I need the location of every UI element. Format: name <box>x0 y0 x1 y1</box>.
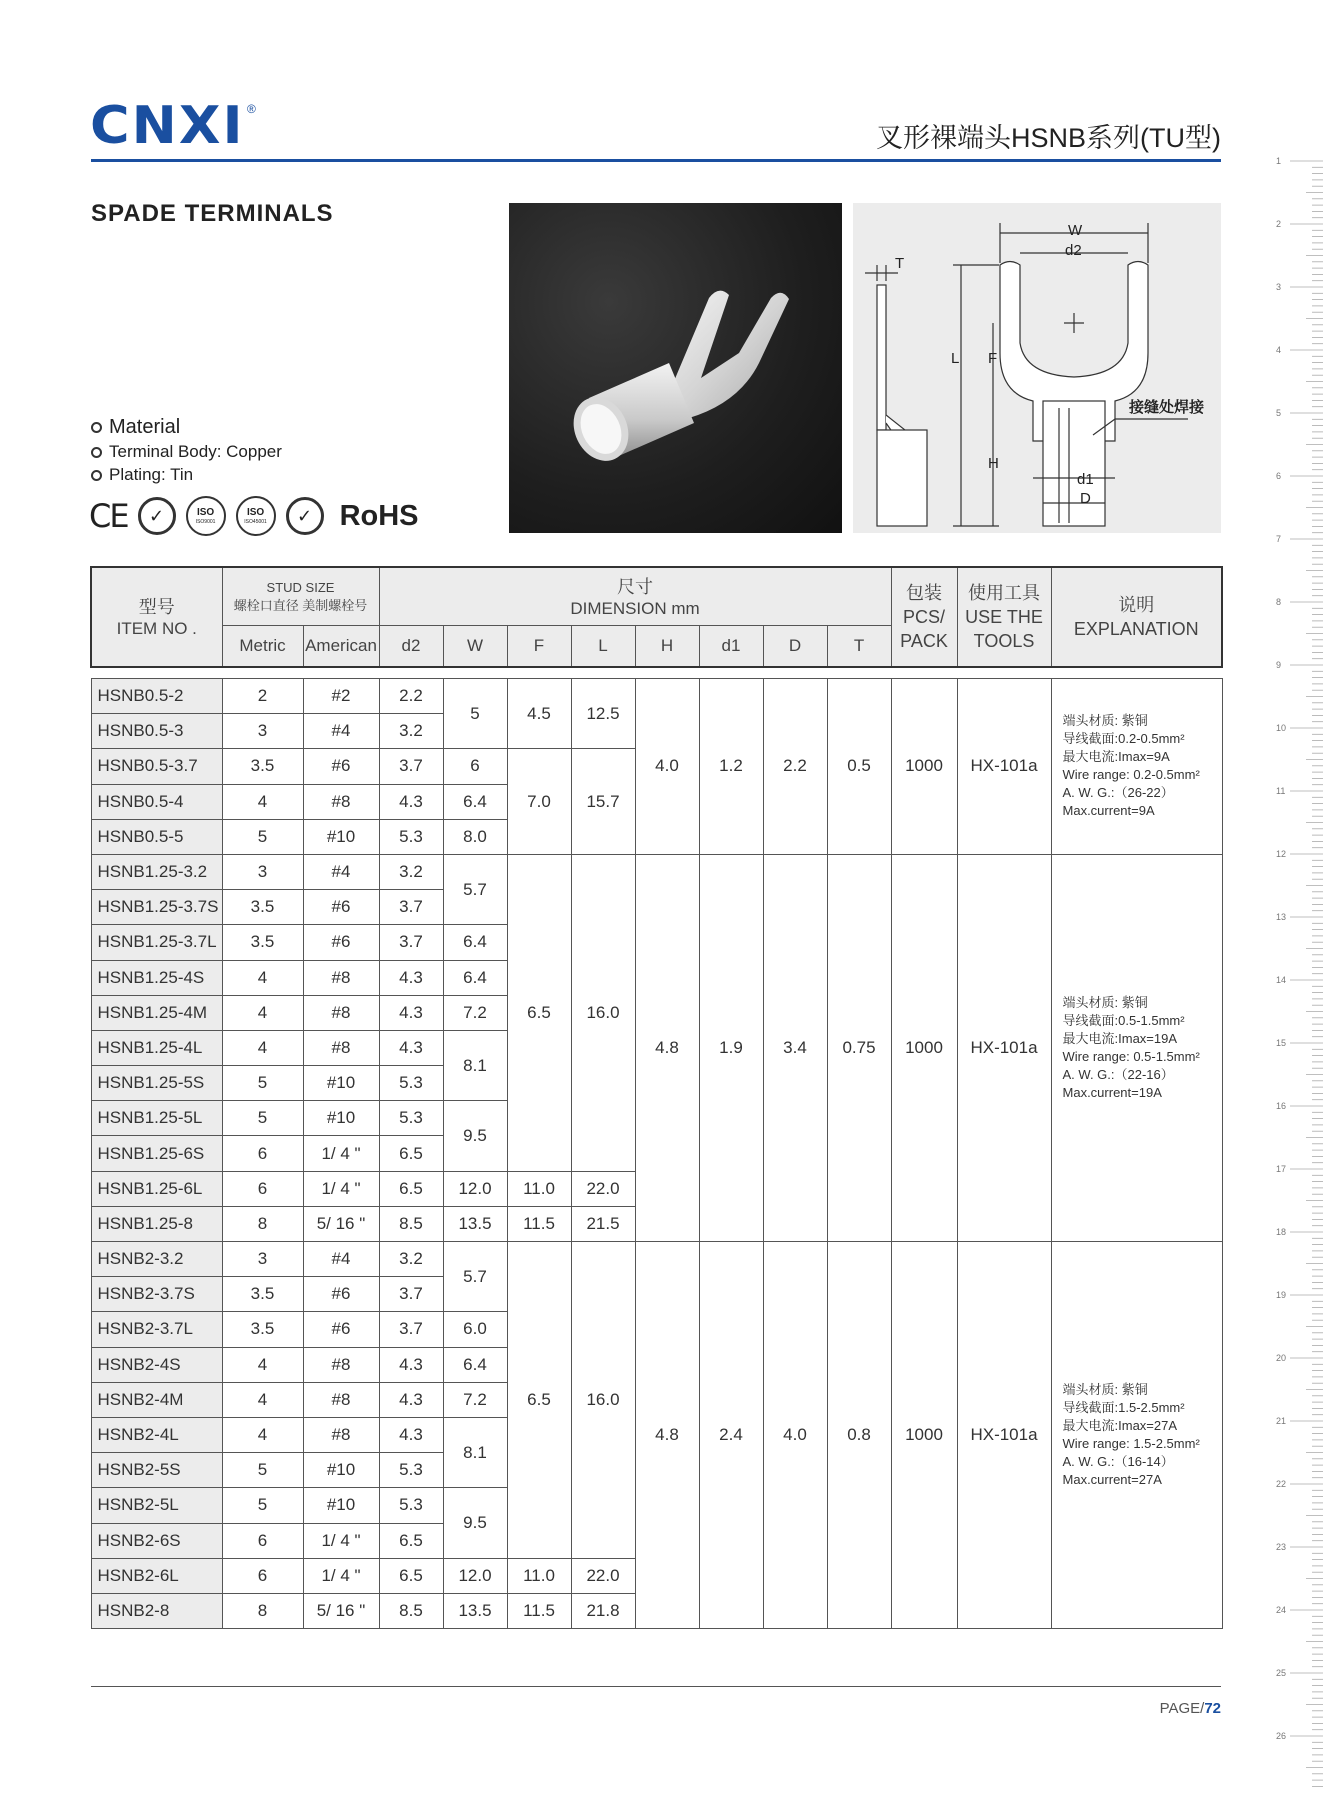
material-body-text: Terminal Body: Copper <box>109 442 282 461</box>
specification-table <box>90 566 1223 1629</box>
cell-american: #8 <box>303 960 379 995</box>
cell-w: 13.5 <box>443 1206 507 1241</box>
cell-w: 8.0 <box>443 819 507 854</box>
bullet-icon <box>91 470 102 481</box>
iso9001-icon <box>186 496 226 536</box>
cell-metric: 6 <box>222 1171 303 1206</box>
ruler-label: 26 <box>1276 1731 1287 1741</box>
th-w: W <box>443 626 507 668</box>
cell-item: HSNB1.25-6L <box>91 1171 222 1206</box>
cell-metric: 4 <box>222 1417 303 1452</box>
quality-check-icon: ✓ <box>138 497 176 535</box>
th-f: F <box>507 626 571 668</box>
cell-explanation <box>1051 1242 1222 1629</box>
table-gap <box>91 667 1222 679</box>
bullet-icon <box>91 422 102 433</box>
cell-d2: 3.2 <box>379 1242 443 1277</box>
cell-d2: 3.2 <box>379 714 443 749</box>
cell-american: 5/ 16 " <box>303 1206 379 1241</box>
cell-tool: HX-101a <box>957 1242 1051 1629</box>
iso9001-sub: ISO9001 <box>195 518 216 525</box>
material-plating-text: Plating: Tin <box>109 465 194 484</box>
cell-item: HSNB2-3.7L <box>91 1312 222 1347</box>
cell-h: 4.8 <box>635 1242 699 1629</box>
expl-line: 端头材质: 紫铜 <box>1062 994 1148 1010</box>
cell-l: 16.0 <box>571 1242 635 1559</box>
cell-w: 6.0 <box>443 1312 507 1347</box>
th-item-cn: 型号 <box>138 597 175 617</box>
cell-american: 1/ 4 " <box>303 1558 379 1593</box>
page-label: PAGE/ <box>1159 1700 1205 1717</box>
cell-l: 16.0 <box>571 854 635 1171</box>
cell-american: #6 <box>303 890 379 925</box>
th-tool-cn: 使用工具 <box>968 583 1041 603</box>
ce-mark: CE <box>89 497 128 535</box>
cell-f: 4.5 <box>507 679 571 749</box>
cell-d2: 5.3 <box>379 1101 443 1136</box>
th-american: American <box>303 626 379 668</box>
expl-line: 导线截面:1.5-2.5mm² <box>1062 1400 1185 1416</box>
registered-mark: ® <box>247 102 256 116</box>
cell-metric: 6 <box>222 1136 303 1171</box>
ruler-label: 13 <box>1276 912 1287 922</box>
ruler-label: 21 <box>1276 1416 1287 1426</box>
th-item-en: ITEM NO . <box>116 619 197 638</box>
cell-metric: 3 <box>222 1242 303 1277</box>
sgs-check-icon: ✓ <box>286 497 324 535</box>
bullet-icon <box>91 447 102 458</box>
expl-line: A. W. G.:（22-16） <box>1062 1066 1174 1082</box>
cell-metric: 6 <box>222 1523 303 1558</box>
cell-h: 4.0 <box>635 679 699 855</box>
table-row <box>91 679 1222 714</box>
ruler-label: 9 <box>1276 660 1282 670</box>
expl-line: 端头材质: 紫铜 <box>1062 713 1148 729</box>
th-expl-cn: 说明 <box>1118 595 1155 615</box>
cell-metric: 4 <box>222 1347 303 1382</box>
expl-line: Wire range: 0.2-0.5mm² <box>1062 767 1200 783</box>
ruler-label: 12 <box>1276 849 1287 859</box>
ruler-label: 7 <box>1276 534 1282 544</box>
cell-t: 0.8 <box>827 1242 891 1629</box>
cell-w: 7.2 <box>443 995 507 1030</box>
cell-metric: 3.5 <box>222 925 303 960</box>
cell-item: HSNB2-4M <box>91 1382 222 1417</box>
cell-d2: 8.5 <box>379 1206 443 1241</box>
series-title: 叉形裸端头HSNB系列(TU型) <box>876 123 1221 153</box>
cell-item: HSNB2-3.2 <box>91 1242 222 1277</box>
cell-w: 8.1 <box>443 1030 507 1100</box>
ruler-label: 15 <box>1276 1038 1287 1048</box>
iso45001-icon <box>236 496 276 536</box>
diagram-d2-label: d2 <box>1065 242 1082 259</box>
cell-item: HSNB1.25-3.2 <box>91 854 222 889</box>
cell-d2: 4.3 <box>379 960 443 995</box>
th-d: D <box>763 626 827 668</box>
cell-d2: 4.3 <box>379 1382 443 1417</box>
cell-metric: 3 <box>222 854 303 889</box>
cell-d2: 3.7 <box>379 749 443 784</box>
cell-w: 6 <box>443 749 507 784</box>
cell-american: 1/ 4 " <box>303 1171 379 1206</box>
cell-f: 11.0 <box>507 1558 571 1593</box>
ruler-label: 6 <box>1276 471 1282 481</box>
cell-d2: 5.3 <box>379 1488 443 1523</box>
th-stud-en: STUD SIZE <box>266 579 335 595</box>
ruler-label: 16 <box>1276 1101 1287 1111</box>
material-heading <box>91 416 180 439</box>
cell-american: #10 <box>303 1488 379 1523</box>
cell-d2: 4.3 <box>379 995 443 1030</box>
th-stud-size <box>222 567 379 626</box>
cell-item: HSNB0.5-3 <box>91 714 222 749</box>
expl-line: Wire range: 0.5-1.5mm² <box>1062 1048 1200 1064</box>
ruler-label: 4 <box>1276 345 1282 355</box>
th-tools <box>957 567 1051 667</box>
cell-w: 6.4 <box>443 784 507 819</box>
cell-t: 0.5 <box>827 679 891 855</box>
cell-american: #10 <box>303 1101 379 1136</box>
ruler-graphic <box>1268 150 1323 1795</box>
ruler-label: 3 <box>1276 282 1282 292</box>
cell-d2: 3.7 <box>379 1277 443 1312</box>
cell-d2: 4.3 <box>379 1347 443 1382</box>
th-item-no <box>91 567 222 667</box>
cell-metric: 4 <box>222 1382 303 1417</box>
cell-d: 2.2 <box>763 679 827 855</box>
expl-line: 导线截面:0.5-1.5mm² <box>1062 1012 1185 1028</box>
cell-d2: 3.2 <box>379 854 443 889</box>
footer-rule <box>91 1686 1221 1687</box>
cell-f: 7.0 <box>507 749 571 855</box>
cell-metric: 6 <box>222 1558 303 1593</box>
cell-american: #10 <box>303 1453 379 1488</box>
cell-american: #8 <box>303 1347 379 1382</box>
section-title: SPADE TERMINALS <box>91 200 334 227</box>
ruler-label: 5 <box>1276 408 1282 418</box>
cell-w: 9.5 <box>443 1101 507 1171</box>
th-tool-en1: USE THE <box>965 607 1043 627</box>
ruler-label: 1 <box>1276 156 1282 166</box>
cell-american: #6 <box>303 1277 379 1312</box>
cell-w: 13.5 <box>443 1593 507 1628</box>
product-photo <box>509 203 842 533</box>
diagram-d1-label: d1 <box>1077 471 1094 488</box>
cell-w: 7.2 <box>443 1382 507 1417</box>
th-pack-en1: PCS/ <box>903 607 946 627</box>
cell-d2: 8.5 <box>379 1593 443 1628</box>
cell-w: 5 <box>443 679 507 749</box>
cell-d2: 6.5 <box>379 1558 443 1593</box>
cell-metric: 2 <box>222 679 303 714</box>
diagram-t-label: T <box>895 255 905 272</box>
dimension-diagram <box>853 203 1221 533</box>
cell-pack: 1000 <box>891 854 957 1241</box>
cell-metric: 8 <box>222 1206 303 1241</box>
cell-item: HSNB1.25-5L <box>91 1101 222 1136</box>
cell-american: #6 <box>303 925 379 960</box>
cell-metric: 3.5 <box>222 890 303 925</box>
diagram-l-label: L <box>951 350 960 367</box>
ruler-label: 23 <box>1276 1542 1287 1552</box>
cell-d: 3.4 <box>763 854 827 1241</box>
cell-item: HSNB2-4S <box>91 1347 222 1382</box>
ruler-label: 22 <box>1276 1479 1287 1489</box>
cell-item: HSNB1.25-8 <box>91 1206 222 1241</box>
spade-terminal-image <box>509 203 842 533</box>
cell-metric: 3.5 <box>222 749 303 784</box>
cell-d2: 3.7 <box>379 1312 443 1347</box>
ruler-label: 8 <box>1276 597 1282 607</box>
th-tool-en2: TOOLS <box>973 631 1035 651</box>
cell-d: 4.0 <box>763 1242 827 1629</box>
th-pack-en2: PACK <box>900 631 948 651</box>
cell-d1: 1.2 <box>699 679 763 855</box>
expl-line: Max.current=27A <box>1062 1472 1162 1488</box>
cell-tool: HX-101a <box>957 679 1051 855</box>
material-plating-item <box>91 465 193 485</box>
ruler-label: 24 <box>1276 1605 1287 1615</box>
cell-item: HSNB2-5L <box>91 1488 222 1523</box>
iso45001-label: ISO <box>246 506 265 518</box>
th-explanation <box>1051 567 1222 667</box>
cell-pack: 1000 <box>891 1242 957 1629</box>
table-row <box>91 1242 1222 1277</box>
cell-american: #2 <box>303 679 379 714</box>
cell-american: #10 <box>303 819 379 854</box>
ruler-label: 18 <box>1276 1227 1287 1237</box>
cell-american: #6 <box>303 749 379 784</box>
table-row <box>91 854 1222 889</box>
cell-l: 12.5 <box>571 679 635 749</box>
expl-line: Max.current=19A <box>1062 1084 1162 1100</box>
cell-american: #8 <box>303 1030 379 1065</box>
cell-item: HSNB0.5-2 <box>91 679 222 714</box>
cell-item: HSNB2-8 <box>91 1593 222 1628</box>
cell-american: 1/ 4 " <box>303 1136 379 1171</box>
cell-d2: 4.3 <box>379 1030 443 1065</box>
table-header <box>91 567 1222 667</box>
cell-l: 21.5 <box>571 1206 635 1241</box>
ruler-label: 11 <box>1276 786 1286 796</box>
ruler-label: 25 <box>1276 1668 1287 1678</box>
cell-explanation <box>1051 679 1222 855</box>
ruler-label: 2 <box>1276 219 1282 229</box>
page-number <box>1160 1700 1221 1717</box>
cell-d1: 1.9 <box>699 854 763 1241</box>
cell-metric: 4 <box>222 960 303 995</box>
ruler-label: 20 <box>1276 1353 1287 1363</box>
expl-line: 最大电流:Imax=19A <box>1062 1030 1178 1046</box>
th-pack-cn: 包装 <box>906 583 943 603</box>
cell-item: HSNB2-4L <box>91 1417 222 1452</box>
cell-metric: 5 <box>222 1101 303 1136</box>
cell-item: HSNB1.25-3.7L <box>91 925 222 960</box>
cell-item: HSNB0.5-5 <box>91 819 222 854</box>
cell-item: HSNB0.5-3.7 <box>91 749 222 784</box>
th-d1: d1 <box>699 626 763 668</box>
cell-american: 5/ 16 " <box>303 1593 379 1628</box>
cell-american: #4 <box>303 714 379 749</box>
cell-w: 8.1 <box>443 1417 507 1487</box>
cell-item: HSNB1.25-4S <box>91 960 222 995</box>
cell-metric: 5 <box>222 819 303 854</box>
cell-f: 6.5 <box>507 1242 571 1559</box>
th-l: L <box>571 626 635 668</box>
ruler-label: 17 <box>1276 1164 1287 1174</box>
ruler-label: 19 <box>1276 1290 1287 1300</box>
cell-l: 22.0 <box>571 1558 635 1593</box>
cell-f: 11.5 <box>507 1206 571 1241</box>
cell-american: #8 <box>303 1382 379 1417</box>
cell-f: 11.0 <box>507 1171 571 1206</box>
cell-pack: 1000 <box>891 679 957 855</box>
cell-metric: 8 <box>222 1593 303 1628</box>
cell-t: 0.75 <box>827 854 891 1241</box>
cell-tool: HX-101a <box>957 854 1051 1241</box>
certification-logos <box>89 496 419 536</box>
cell-w: 5.7 <box>443 1242 507 1312</box>
cell-american: #8 <box>303 784 379 819</box>
cell-item: HSNB2-3.7S <box>91 1277 222 1312</box>
th-pack <box>891 567 957 667</box>
cell-w: 6.4 <box>443 925 507 960</box>
cell-d2: 5.3 <box>379 819 443 854</box>
cell-w: 9.5 <box>443 1488 507 1558</box>
cell-d2: 5.3 <box>379 1453 443 1488</box>
cell-item: HSNB1.25-5S <box>91 1066 222 1101</box>
cell-american: #10 <box>303 1066 379 1101</box>
cell-item: HSNB2-6S <box>91 1523 222 1558</box>
cell-d2: 5.3 <box>379 1066 443 1101</box>
diagram-weld-note: 接缝处焊接 <box>1129 399 1205 416</box>
expl-line: A. W. G.:（16-14） <box>1062 1454 1174 1470</box>
th-stud-cn: 螺栓口直径 美制螺栓号 <box>233 597 368 613</box>
expl-line: A. W. G.:（26-22） <box>1062 785 1174 801</box>
cell-d2: 3.7 <box>379 890 443 925</box>
cell-l: 22.0 <box>571 1171 635 1206</box>
expl-line: 最大电流:Imax=9A <box>1062 749 1170 765</box>
cell-metric: 3.5 <box>222 1277 303 1312</box>
expl-line: 导线截面:0.2-0.5mm² <box>1062 731 1185 747</box>
diagram-w-label: W <box>1068 222 1083 239</box>
cell-w: 12.0 <box>443 1558 507 1593</box>
cell-d2: 2.2 <box>379 679 443 714</box>
expl-line: 端头材质: 紫铜 <box>1062 1382 1148 1398</box>
page-number-value: 72 <box>1204 1700 1221 1717</box>
cell-metric: 3 <box>222 714 303 749</box>
brand-logo: CNXI <box>90 95 245 156</box>
th-d2: d2 <box>379 626 443 668</box>
cell-metric: 4 <box>222 784 303 819</box>
ruler-label: 10 <box>1276 723 1287 733</box>
th-h: H <box>635 626 699 668</box>
page-ruler <box>1268 150 1323 1795</box>
cell-d2: 4.3 <box>379 784 443 819</box>
expl-line: Wire range: 1.5-2.5mm² <box>1062 1436 1200 1452</box>
th-expl-en: EXPLANATION <box>1073 619 1199 639</box>
expl-line: 最大电流:Imax=27A <box>1062 1418 1178 1434</box>
cell-d1: 2.4 <box>699 1242 763 1629</box>
cell-metric: 4 <box>222 995 303 1030</box>
cell-d2: 4.3 <box>379 1417 443 1452</box>
cell-american: #4 <box>303 854 379 889</box>
diagram-f-label: F <box>988 350 998 367</box>
cell-item: HSNB1.25-3.7S <box>91 890 222 925</box>
cell-l: 21.8 <box>571 1593 635 1628</box>
cell-metric: 4 <box>222 1030 303 1065</box>
cell-metric: 5 <box>222 1453 303 1488</box>
cell-d2: 6.5 <box>379 1523 443 1558</box>
th-metric: Metric <box>222 626 303 668</box>
cell-d2: 3.7 <box>379 925 443 960</box>
cell-metric: 5 <box>222 1488 303 1523</box>
cell-l: 15.7 <box>571 749 635 855</box>
cell-w: 5.7 <box>443 854 507 924</box>
cell-item: HSNB1.25-4M <box>91 995 222 1030</box>
diagram-h-label: H <box>988 455 999 472</box>
cell-american: #8 <box>303 1417 379 1452</box>
th-dim-en: DIMENSION mm <box>570 598 700 618</box>
cell-american: #6 <box>303 1312 379 1347</box>
iso45001-sub: ISO45001 <box>244 518 267 525</box>
iso9001-label: ISO <box>196 506 215 518</box>
expl-line: Max.current=9A <box>1062 803 1155 819</box>
cell-item: HSNB2-5S <box>91 1453 222 1488</box>
diagram-d-label: D <box>1080 490 1091 507</box>
cell-item: HSNB2-6L <box>91 1558 222 1593</box>
cell-item: HSNB1.25-4L <box>91 1030 222 1065</box>
th-t: T <box>827 626 891 668</box>
cell-w: 6.4 <box>443 1347 507 1382</box>
material-title: Material <box>109 416 181 438</box>
cell-american: #4 <box>303 1242 379 1277</box>
cell-metric: 5 <box>222 1066 303 1101</box>
table-body <box>91 667 1222 1629</box>
cell-f: 11.5 <box>507 1593 571 1628</box>
th-dimension <box>379 567 891 626</box>
cell-explanation <box>1051 854 1222 1241</box>
cell-f: 6.5 <box>507 854 571 1171</box>
cell-d2: 6.5 <box>379 1136 443 1171</box>
cell-american: #8 <box>303 995 379 1030</box>
cell-item: HSNB0.5-4 <box>91 784 222 819</box>
cell-w: 6.4 <box>443 960 507 995</box>
cell-h: 4.8 <box>635 854 699 1241</box>
cell-item: HSNB1.25-6S <box>91 1136 222 1171</box>
cell-d2: 6.5 <box>379 1171 443 1206</box>
th-dim-cn: 尺寸 <box>617 576 653 597</box>
ruler-label: 14 <box>1276 975 1287 985</box>
cell-w: 12.0 <box>443 1171 507 1206</box>
cell-american: 1/ 4 " <box>303 1523 379 1558</box>
rohs-mark: RoHS <box>339 499 419 532</box>
material-body-item <box>91 442 282 462</box>
cell-metric: 3.5 <box>222 1312 303 1347</box>
header-rule <box>91 159 1221 162</box>
